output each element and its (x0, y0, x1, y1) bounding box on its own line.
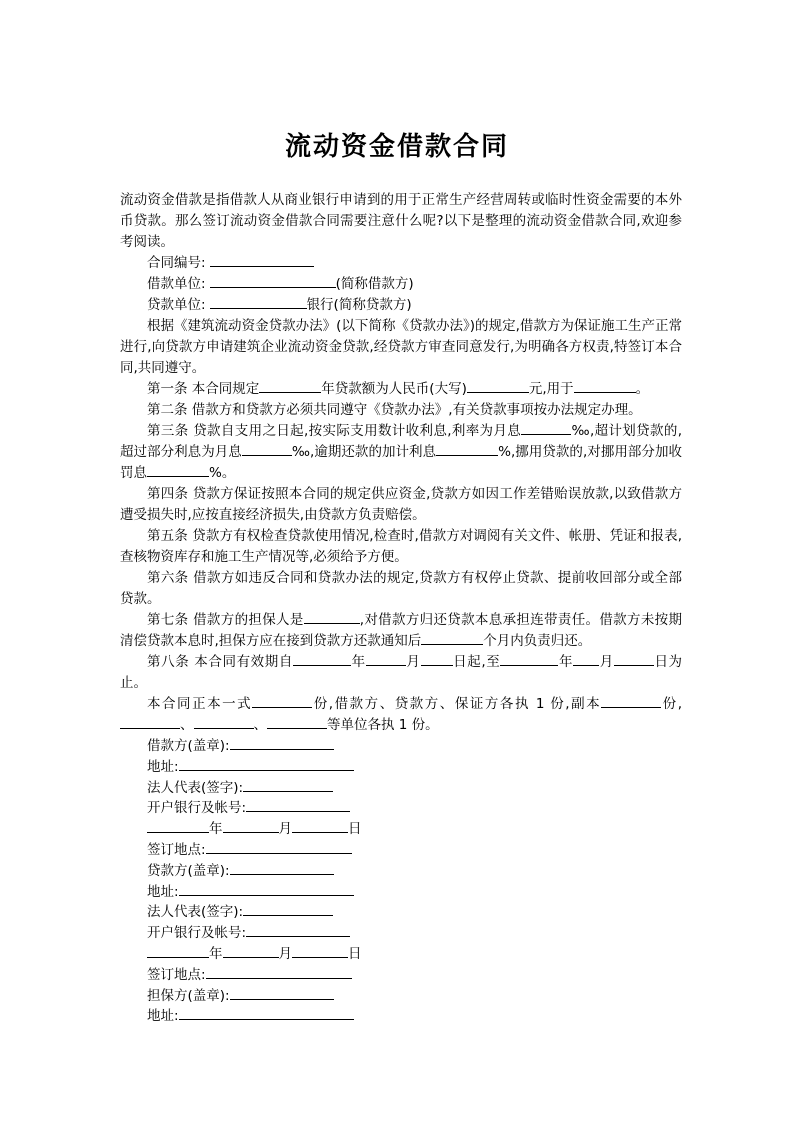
blank-field[interactable] (243, 902, 333, 916)
blank-field[interactable] (210, 295, 307, 309)
article-8: 第八条 本合同有效期自 年 月 日起,至 年 月 日为止。 (120, 654, 683, 691)
article-2: 第二条 借款方和贷款方必须共同遵守《贷款办法》,有关贷款事项按办法规定办理。 (147, 402, 642, 418)
blank-field[interactable] (194, 715, 254, 729)
guarantor-address-line: 地址: (147, 1006, 682, 1027)
blank-field[interactable] (436, 442, 498, 456)
lender-sign-place-line: 签订地点: (147, 965, 682, 986)
blank-field[interactable] (223, 944, 279, 958)
borrower-seal-line: 借款方(盖章): (147, 736, 682, 757)
blank-field[interactable] (147, 819, 209, 833)
blank-field[interactable] (267, 715, 327, 729)
borrower-sign-place-line: 签订地点: (147, 840, 682, 861)
blank-field[interactable] (246, 923, 350, 937)
article-1: 第一条 本合同规定 年贷款额为人民币(大写) 元,用于 。 (147, 381, 650, 397)
blank-field[interactable] (521, 421, 571, 435)
blank-field[interactable] (230, 986, 334, 1000)
blank-field[interactable] (573, 652, 599, 666)
blank-field[interactable] (246, 798, 350, 812)
blank-field[interactable] (147, 463, 209, 477)
article-5: 第五条 贷款方有权检查贷款使用情况,检查时,借款方对调阅有关文件、帐册、凭证和报表,查核物资库存和施工生产情况等,必须给予方便。 (120, 528, 682, 565)
borrower-legal-rep-line: 法人代表(签字): (147, 778, 682, 799)
borrower-line: 借款单位: (简称借款方) (147, 276, 414, 292)
blank-field[interactable] (179, 1006, 354, 1020)
blank-field[interactable] (614, 652, 654, 666)
signature-block (120, 736, 682, 1027)
lender-legal-rep-line: 法人代表(签字): (147, 902, 682, 923)
blank-field[interactable] (223, 819, 279, 833)
borrower-date-line: 年 月 日 (147, 819, 682, 840)
blank-field[interactable] (500, 652, 558, 666)
borrower-bank-line: 开户银行及帐号: (147, 798, 682, 819)
contract-no-line: 合同编号: (120, 253, 682, 274)
blank-field[interactable] (230, 861, 334, 875)
blank-field[interactable] (292, 819, 348, 833)
blank-field[interactable] (179, 882, 354, 896)
blank-field[interactable] (206, 965, 352, 979)
blank-field[interactable] (210, 253, 314, 267)
blank-field[interactable] (243, 778, 333, 792)
blank-field[interactable] (366, 652, 406, 666)
blank-field[interactable] (179, 757, 354, 771)
lender-date-line: 年 月 日 (147, 944, 682, 965)
lender-bank-line: 开户银行及帐号: (147, 923, 682, 944)
article-7: 第七条 借款方的担保人是 ,对借款方归还贷款本息承担连带责任。借款方未按期清偿贷款本息时,担保方应在接到贷款方还款通知后 个月内负责归还。 (120, 612, 682, 649)
article-6: 第六条 借款方如违反合同和贷款办法的规定,贷款方有权停止贷款、提前收回部分或全部贷款。 (120, 570, 682, 607)
document-title: 流动资金借款合同 (284, 132, 509, 162)
blank-field[interactable] (210, 274, 336, 288)
blank-field[interactable] (293, 652, 351, 666)
blank-field[interactable] (421, 631, 483, 645)
blank-field[interactable] (601, 694, 661, 708)
preamble-paragraph: 根据《建筑流动资金贷款办法》(以下简称《贷款办法》)的规定,借款方为保证施工生产正常进行,向贷款方申请建筑企业流动资金贷款,经贷款方审查同意发行,为明确各方权责,特签订本合同,共同遵守。 (120, 318, 682, 376)
blank-field[interactable] (147, 944, 209, 958)
blank-field[interactable] (230, 736, 334, 750)
blank-field[interactable] (242, 442, 292, 456)
article-3: 第三条 贷款自支用之日起,按实际支用数计收利息,利率为月息 ‰,超计划贷款的,超过部分利息为月息 ‰,逾期还款的加计利息 %,挪用贷款的,对挪用部分加收罚息 %。 (120, 423, 683, 481)
article-4: 第四条 贷款方保证按照本合同的规定供应资金,贷款方如因工作差错贻误放款,以致借款方遭受损失时,应按直接经济损失,由贷款方负责赔偿。 (120, 486, 682, 523)
blank-field[interactable] (206, 840, 352, 854)
blank-field[interactable] (252, 694, 312, 708)
blank-field[interactable] (120, 715, 180, 729)
blank-field[interactable] (259, 379, 321, 393)
guarantor-seal-line: 担保方(盖章): (147, 986, 682, 1007)
lender-seal-line: 贷款方(盖章): (147, 861, 682, 882)
blank-field[interactable] (421, 652, 453, 666)
blank-field[interactable] (304, 610, 360, 624)
blank-field[interactable] (574, 379, 636, 393)
lender-line: 贷款单位: 银行(简称贷款方) (147, 297, 412, 313)
intro-paragraph: 流动资金借款是指借款人从商业银行申请到的用于正常生产经营周转或临时性资金需要的本外币贷款。那么签订流动资金借款合同需要注意什么呢?以下是整理的流动资金借款合同,欢迎参考阅读。 (120, 192, 682, 250)
lender-address-line: 地址: (147, 882, 682, 903)
document-body (120, 190, 682, 1027)
copies-paragraph: 本合同正本一式 份,借款方、贷款方、保证方各执 1 份,副本 份,、 、 等单位各执 1 份。 (120, 694, 682, 736)
borrower-address-line: 地址: (147, 757, 682, 778)
blank-field[interactable] (292, 944, 348, 958)
blank-field[interactable] (467, 379, 529, 393)
